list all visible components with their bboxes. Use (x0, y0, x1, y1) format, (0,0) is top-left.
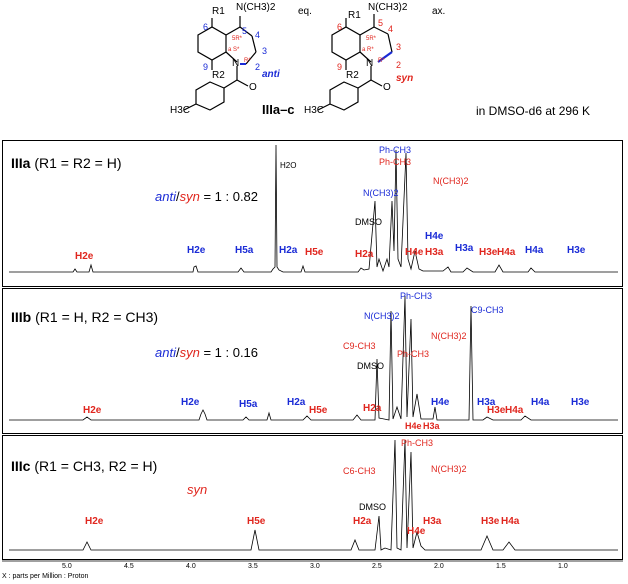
iiia-title-bold: IIIa (11, 155, 31, 171)
iiia-title (11, 155, 122, 171)
iiia-ratio-value: = 1 : 0.82 (199, 189, 259, 204)
right-r2-label: R2 (346, 70, 359, 81)
iiia-h3e-red: H3e (479, 247, 498, 258)
iiib-h2e-blue: H2e (181, 397, 200, 408)
iiib-ratio (155, 345, 258, 360)
right-pos5: 5 (378, 18, 384, 28)
iiib-phch3-blue: Ph-CH3 (400, 291, 433, 301)
iiia-h3a-red: H3a (425, 247, 444, 258)
spectrum-panel-iiib (2, 288, 623, 434)
left-pos5: 5 (242, 26, 248, 36)
iiib-ratio-anti: anti (155, 345, 176, 360)
iiib-ratio-syn: syn (179, 345, 200, 360)
iiib-nme2-red: N(CH3)2 (431, 331, 467, 341)
iiia-h2a-red: H2a (355, 249, 374, 260)
iiia-h4a-blue: H4a (525, 245, 544, 256)
iiib-h4e-blue: H4e (431, 397, 450, 408)
iiib-h4e-red: H4e (405, 421, 422, 431)
iiib-h4a-blue: H4a (531, 397, 550, 408)
iiic-h2e-red: H2e (85, 516, 104, 527)
right-ax-label: ax. (432, 6, 446, 17)
iiia-h5e-red: H5e (305, 247, 324, 258)
ppm-axis (2, 560, 623, 584)
iiib-c9ch3-red: C9-CH3 (343, 341, 376, 351)
left-o-label: O (249, 82, 257, 93)
iiib-h3e-blue: H3e (571, 397, 590, 408)
iiib-title (11, 309, 158, 325)
left-stereo-r: R* (244, 58, 251, 64)
iiia-h2e-blue: H2e (187, 245, 206, 256)
tick-4-5: 4.5 (124, 563, 134, 570)
iiib-dmso-label: DMSO (357, 361, 384, 371)
left-pos6: 6 (203, 22, 209, 32)
compound-label: IIIa–c (262, 102, 295, 117)
right-pos4: 4 (388, 24, 394, 34)
iiia-dmso-label: DMSO (355, 217, 382, 227)
syn-label: syn (396, 73, 414, 84)
iiic-syn-label: syn (187, 482, 208, 497)
iiia-h5a-blue: H5a (235, 245, 254, 256)
iiia-h2e-red: H2e (75, 251, 94, 262)
left-n-label: N (232, 58, 240, 69)
iiia-ratio (155, 189, 258, 204)
right-r1-label: R1 (348, 10, 361, 21)
iiic-h2a-red: H2a (353, 516, 372, 527)
iiia-h3e-blue: H3e (567, 245, 586, 256)
left-r2-label: R2 (212, 70, 225, 81)
axis-unit-label: X : parts per Million : Proton (2, 573, 89, 580)
iiia-h4e-red: H4e (405, 247, 424, 258)
iiib-ratio-slash: / (175, 345, 180, 360)
right-stereo-r: R* (378, 58, 385, 64)
spectrum-trace-iiic (3, 436, 624, 561)
left-h3c-label: H3C (170, 105, 191, 116)
tick-1-0: 1.0 (558, 563, 568, 570)
iiia-ratio-syn: syn (179, 189, 200, 204)
left-stereo-as: a S* (228, 47, 240, 53)
iiib-nme2-blue: N(CH3)2 (364, 311, 400, 321)
right-h3c-label: H3C (304, 105, 325, 116)
iiib-h5a-blue: H5a (239, 399, 258, 410)
iiic-h4e-red: H4e (407, 526, 426, 537)
right-nme2-label: N(CH3)2 (368, 2, 408, 13)
tick-3-5: 3.5 (248, 563, 258, 570)
iiic-c6ch3-red: C6-CH3 (343, 466, 376, 476)
right-n-label: N (366, 58, 374, 69)
tick-5-0: 5.0 (62, 563, 72, 570)
iiia-h4e-blue: H4e (425, 231, 444, 242)
spectrum-panel-iiia (2, 140, 623, 287)
right-stereo-5r: 5R* (366, 36, 377, 42)
iiic-h3a-red: H3a (423, 516, 442, 527)
left-pos3: 3 (262, 46, 268, 56)
iiib-h3a-red: H3a (423, 421, 440, 431)
anti-label: anti (262, 69, 280, 80)
iiia-h3a-blue: H3a (455, 243, 474, 254)
left-pos9: 9 (203, 62, 209, 72)
iiic-phch3-red: Ph-CH3 (401, 438, 434, 448)
iiic-dmso-label: DMSO (359, 502, 386, 512)
left-pos2: 2 (255, 62, 261, 72)
iiia-formula: (R1 = R2 = H) (34, 155, 122, 171)
condition-label: in DMSO-d6 at 296 K (476, 104, 591, 118)
right-stereo-ar: a R* (362, 47, 374, 53)
tick-2-0: 2.0 (434, 563, 444, 570)
iiib-formula: (R1 = H, R2 = CH3) (35, 309, 159, 325)
iiib-h4a-red: H4a (505, 405, 524, 416)
right-pos3: 3 (396, 42, 402, 52)
right-pos2: 2 (396, 60, 402, 70)
iiib-ratio-value: = 1 : 0.16 (199, 345, 259, 360)
iiic-formula: (R1 = CH3, R2 = H) (34, 458, 158, 474)
iiia-h2o-label: H2O (280, 161, 297, 170)
iiib-h5e-red: H5e (309, 405, 328, 416)
iiib-h2a-red: H2a (363, 403, 382, 414)
tick-4-0: 4.0 (186, 563, 196, 570)
tick-1-5: 1.5 (496, 563, 506, 570)
iiic-h4a-red: H4a (501, 516, 520, 527)
iiia-nme2-blue: N(CH3)2 (363, 188, 399, 198)
iiia-ratio-anti: anti (155, 189, 176, 204)
iiib-c9ch3-blue: C9-CH3 (471, 305, 504, 315)
iiia-nme2-red: N(CH3)2 (433, 176, 469, 186)
tick-3-0: 3.0 (310, 563, 320, 570)
iiib-h2a-blue: H2a (287, 397, 306, 408)
left-nme2-label: N(CH3)2 (236, 2, 276, 13)
structure-header (0, 0, 628, 124)
left-r1-label: R1 (212, 6, 225, 17)
iiic-nme2-red: N(CH3)2 (431, 464, 467, 474)
right-pos6: 6 (337, 22, 343, 32)
iiia-h4a-red: H4a (497, 247, 516, 258)
iiia-h2a-blue: H2a (279, 245, 298, 256)
iiib-h3e-red: H3e (487, 405, 506, 416)
iiia-ratio-slash: / (175, 189, 180, 204)
spectrum-panel-iiic (2, 435, 623, 560)
iiib-title-bold: IIIb (11, 309, 32, 325)
left-stereo-5r: 5R* (232, 36, 243, 42)
right-pos9: 9 (337, 62, 343, 72)
iiib-h2e-red: H2e (83, 405, 102, 416)
iiia-phch3-blue: Ph-CH3 (379, 145, 412, 155)
right-o-label: O (383, 82, 391, 93)
iiic-h3e-red: H3e (481, 516, 500, 527)
iiic-title (11, 458, 157, 474)
iiic-title-bold: IIIc (11, 458, 31, 474)
iiia-phch3-red: Ph-CH3 (379, 157, 412, 167)
iiib-h3a-blue: H3a (477, 397, 496, 408)
left-pos4: 4 (255, 30, 261, 40)
iiic-h5e-red: H5e (247, 516, 266, 527)
iiib-phch3-red: Ph-CH3 (397, 349, 430, 359)
left-eq-label: eq. (298, 6, 312, 17)
tick-2-5: 2.5 (372, 563, 382, 570)
